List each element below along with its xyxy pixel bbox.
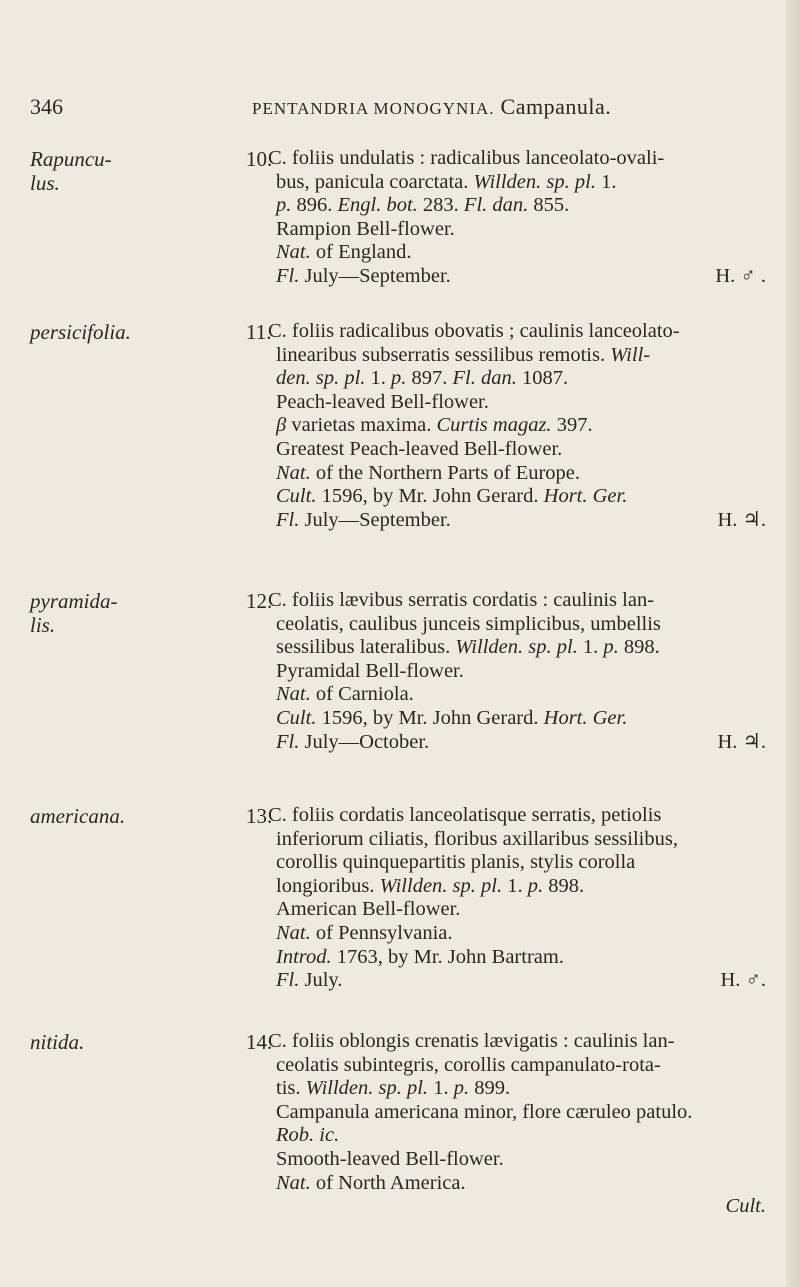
reference: Willden. sp. pl. — [305, 1077, 429, 1100]
flowering-line — [276, 265, 776, 289]
native-line — [276, 462, 776, 486]
reference: Willden. sp. pl. — [455, 636, 578, 659]
synonym-reference: Rob. ic. — [276, 1124, 340, 1147]
variety-line — [276, 414, 776, 438]
label: Fl. — [276, 969, 300, 992]
reference: Hort. Ger. — [543, 485, 628, 508]
introduction-line — [276, 946, 776, 970]
entry-number: 11. — [246, 320, 272, 344]
description-line — [276, 1077, 776, 1101]
running-header — [30, 94, 730, 124]
margin-species-name — [30, 147, 240, 195]
description-line: C. foliis undulatis : radicalibus lanceolato-ovali- — [268, 147, 665, 169]
page-number: 346 — [30, 94, 63, 119]
description-line: inferiorum ciliatis, floribus axillaribus sessilibus, — [276, 827, 678, 850]
reference: den. sp. pl. — [276, 367, 366, 390]
label: Nat. — [276, 461, 311, 484]
text: 283. — [422, 194, 459, 217]
reference: p. — [391, 367, 407, 390]
cultivation-line — [276, 707, 776, 731]
text: 855. — [533, 194, 570, 217]
label: Introd. — [276, 945, 332, 968]
reference: p. — [527, 874, 544, 897]
label: Nat. — [276, 921, 311, 944]
reference: p. — [453, 1077, 470, 1100]
common-name: Smooth-leaved Bell-flower. — [276, 1147, 504, 1170]
label: Fl. — [276, 264, 300, 287]
catchword-line — [276, 1195, 776, 1219]
text: 1763, by Mr. John Bartram. — [336, 945, 564, 968]
text: 1. — [433, 1077, 449, 1100]
text: 1. — [582, 636, 599, 659]
reference: Willden. sp. pl. — [379, 874, 503, 897]
text: July—September. — [304, 508, 451, 531]
description-line — [276, 344, 776, 368]
native-line — [276, 922, 776, 946]
habit-symbol: H. ♂. — [720, 969, 766, 992]
text: July—October. — [304, 730, 430, 753]
text: of Carniola. — [315, 683, 414, 706]
reference: p. — [276, 194, 292, 217]
common-name: Pyramidal Bell-flower. — [276, 659, 464, 682]
text: 898. — [548, 874, 585, 897]
native-line — [276, 241, 776, 265]
cultivation-line — [276, 485, 776, 509]
catchword: Cult. — [725, 1195, 766, 1218]
native-line — [276, 683, 776, 707]
description-line — [276, 875, 776, 899]
text: July—September. — [304, 264, 451, 287]
flowering-line — [276, 969, 776, 993]
common-name: Peach-leaved Bell-flower. — [276, 390, 489, 413]
entry-number: 10. — [246, 147, 273, 171]
reference: Hort. Ger. — [543, 706, 628, 729]
description-line: C. foliis oblongis crenatis lævigatis : caulinis lan- — [268, 1030, 675, 1052]
text: 1596, by Mr. John Gerard. — [321, 706, 539, 729]
text: linearibus subserratis sessilibus remotis. — [276, 343, 606, 366]
text: of North America. — [315, 1171, 466, 1194]
entry-body — [268, 320, 776, 532]
text: varietas maxima. — [291, 414, 432, 437]
common-name: Rampion Bell-flower. — [276, 217, 455, 240]
margin-species-name — [30, 589, 240, 637]
label: Nat. — [276, 241, 311, 264]
entry-number: 14. — [246, 1030, 273, 1054]
text: 1087. — [522, 367, 569, 390]
text: 896. — [296, 194, 333, 217]
text: 397. — [556, 414, 593, 437]
description-line — [276, 171, 776, 195]
description-line: corollis quinquepartitis planis, stylis corolla — [276, 851, 636, 874]
text: 1. — [601, 170, 617, 193]
description-line — [276, 636, 776, 660]
entry-number: 13. — [246, 804, 273, 828]
reference: Will- — [610, 343, 651, 366]
text: of England. — [315, 241, 412, 264]
text: of the Northern Parts of Europe. — [315, 461, 581, 484]
description-line: ceolatis, caulibus junceis simplicibus, umbellis — [276, 612, 661, 635]
habit-symbol: H. ♂ . — [715, 264, 766, 287]
native-line — [276, 1172, 776, 1196]
entry-number: 12. — [246, 589, 273, 613]
synonym-line: Campanula americana minor, flore cæruleo patulo. — [276, 1100, 693, 1123]
label: Nat. — [276, 683, 311, 706]
margin-name-line: pyramida- — [30, 589, 118, 613]
label: Cult. — [276, 485, 317, 508]
label: Nat. — [276, 1171, 311, 1194]
reference: Fl. dan. — [463, 194, 529, 217]
reference: Willden. sp. pl. — [473, 170, 596, 193]
text: longioribus. — [276, 874, 375, 897]
description-line — [276, 194, 776, 218]
entry-body — [268, 1030, 776, 1219]
text: of Pennsylvania. — [315, 921, 453, 944]
margin-species-name: nitida. — [30, 1030, 85, 1054]
entry-body — [268, 804, 776, 993]
reference: Engl. bot. — [337, 194, 418, 217]
reference: Curtis magaz. — [436, 414, 552, 437]
label: Cult. — [276, 706, 317, 729]
entry-body — [268, 589, 776, 754]
flowering-line — [276, 731, 776, 755]
label: Fl. — [276, 730, 300, 753]
text: July. — [304, 969, 343, 992]
text: bus, panicula coarctata. — [276, 170, 469, 193]
text: 1596, by Mr. John Gerard. — [321, 485, 539, 508]
reference: p. — [603, 636, 619, 659]
page-edge — [786, 0, 800, 1287]
text: 898. — [623, 636, 660, 659]
running-title — [252, 94, 611, 120]
flowering-line — [276, 509, 776, 533]
margin-species-name: americana. — [30, 804, 126, 828]
running-title-class: PENTANDRIA MONOGYNIA. — [252, 99, 495, 118]
margin-species-name: persicifolia. — [30, 320, 131, 344]
variety-common-name: Greatest Peach-leaved Bell-flower. — [276, 437, 563, 460]
text: sessilibus lateralibus. — [276, 636, 451, 659]
common-name: American Bell-flower. — [276, 898, 461, 921]
text: 1. — [507, 874, 523, 897]
variety-marker: β — [276, 414, 287, 437]
text: 1. — [370, 367, 386, 390]
habit-symbol: H. ♃. — [717, 508, 766, 531]
habit-symbol: H. ♃. — [717, 730, 766, 753]
text: tis. — [276, 1077, 301, 1100]
margin-name-line: Rapuncu- — [30, 147, 112, 171]
label: Fl. — [276, 508, 300, 531]
running-title-genus: Campanula. — [500, 94, 612, 119]
description-line — [276, 367, 776, 391]
description-line: C. foliis radicalibus obovatis ; caulinis lanceolato- — [268, 320, 680, 342]
text: 899. — [474, 1077, 511, 1100]
description-line: ceolatis subintegris, corollis campanulato-rota- — [276, 1053, 661, 1076]
entry-body — [268, 147, 776, 289]
text: 897. — [411, 367, 448, 390]
margin-name-line: lus. — [30, 171, 60, 195]
description-line: C. foliis lævibus serratis cordatis : caulinis lan- — [268, 589, 655, 611]
reference: Fl. dan. — [452, 367, 517, 390]
margin-name-line: lis. — [30, 613, 56, 637]
description-line: C. foliis cordatis lanceolatisque serratis, petiolis — [268, 804, 662, 826]
